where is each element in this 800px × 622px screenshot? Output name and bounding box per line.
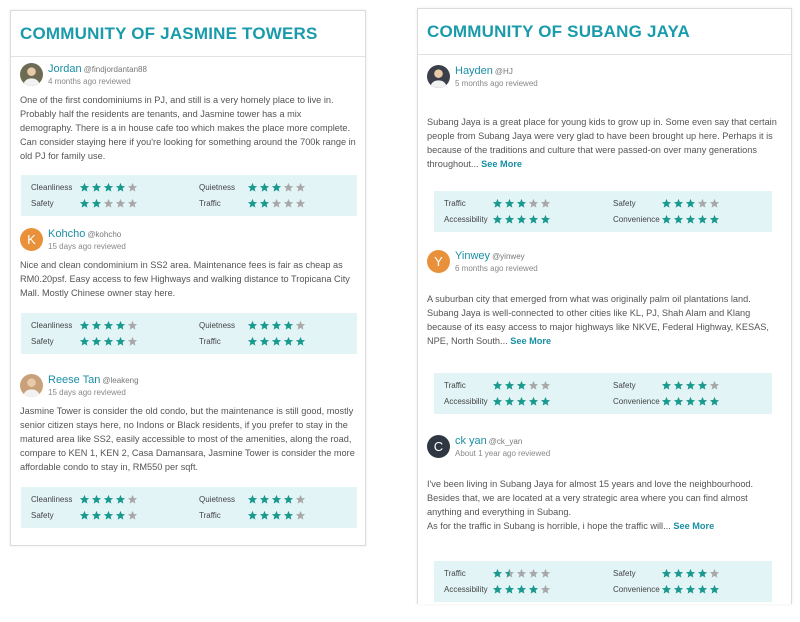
star-rating [247, 510, 306, 521]
star-full-icon [115, 336, 126, 347]
reviewer-handle: @leakeng [102, 376, 139, 385]
rating-label: Traffic [199, 511, 221, 520]
ratings-box [434, 561, 772, 602]
star-full-icon [661, 396, 672, 407]
review-time: 5 months ago reviewed [455, 79, 538, 88]
star-full-icon [259, 320, 270, 331]
panel-title: COMMUNITY OF JASMINE TOWERS [11, 11, 365, 57]
star-rating [79, 510, 138, 521]
star-full-icon [504, 396, 515, 407]
review-header [11, 63, 365, 93]
rating-traffic [434, 379, 603, 392]
rating-accessibility [434, 583, 603, 596]
rating-label: Cleanliness [31, 495, 73, 504]
star-rating [661, 214, 720, 225]
review-text [11, 93, 365, 163]
avatar[interactable] [427, 65, 450, 88]
rating-label: Accessibility [444, 585, 488, 594]
star-full-icon [685, 214, 696, 225]
star-rating [247, 336, 306, 347]
reviewer-name-label[interactable]: Yinwey [455, 250, 491, 262]
review-header [418, 65, 791, 95]
rating-label: Convenience [613, 397, 660, 406]
avatar[interactable]: K [20, 228, 43, 251]
star-full-icon [709, 396, 720, 407]
reviewer-name-label[interactable]: Reese Tan [48, 374, 101, 386]
star-full-icon [259, 510, 270, 521]
star-empty-icon [295, 494, 306, 505]
rating-safety [21, 335, 189, 348]
reviewer-handle: @ck_yan [488, 437, 523, 446]
star-full-icon [492, 380, 503, 391]
review-text [418, 280, 791, 348]
star-full-icon [540, 214, 551, 225]
review-body: Nice and clean condominium in SS2 area. Maintenance fees is fair as cheap as RM0.20psf. Easy access to few Highways and walking distance to Tropicana City Mall. Mostly Chinese owner stay here. [20, 260, 350, 298]
star-empty-icon [295, 182, 306, 193]
star-empty-icon [540, 198, 551, 209]
rating-cleanliness [21, 493, 189, 506]
star-empty-icon [528, 568, 539, 579]
user-photo-icon [427, 65, 450, 88]
reviewer-name[interactable] [455, 65, 513, 77]
rating-convenience [603, 395, 772, 408]
star-full-icon [661, 198, 672, 209]
rating-label: Traffic [444, 569, 466, 578]
reviewer-handle: @yinwey [492, 252, 525, 261]
review-text [11, 404, 365, 474]
avatar[interactable]: Y [427, 250, 450, 273]
review-body: Jasmine Tower is consider the old condo, but the maintenance is still good, mostly senior citizen stays here, no Indons or Black residents, if you prefer to stay in the matured area like SS2, easily accessible to most of the amenities, along the road, compare to KEN 1, KEN 2, Casa Damansara, Jasmine Tower is consider the more affordable condo to stay in, RM550 per sqft. [20, 406, 355, 472]
star-full-icon [528, 584, 539, 595]
reviewer-handle: @kohcho [87, 230, 122, 239]
star-full-icon [673, 380, 684, 391]
review-card [11, 63, 365, 163]
star-full-icon [528, 214, 539, 225]
review-text [418, 465, 791, 533]
review-card [11, 374, 365, 474]
star-empty-icon [283, 182, 294, 193]
rating-label: Cleanliness [31, 183, 73, 192]
star-full-icon [103, 510, 114, 521]
reviewer-name-label[interactable]: Kohcho [48, 228, 86, 240]
star-rating [79, 336, 138, 347]
review-header [11, 228, 365, 258]
rating-label: Traffic [199, 199, 221, 208]
star-full-icon [709, 584, 720, 595]
star-rating [661, 198, 720, 209]
star-full-icon [115, 182, 126, 193]
star-full-icon [685, 380, 696, 391]
rating-traffic [434, 567, 603, 580]
star-empty-icon [709, 198, 720, 209]
rating-quietness [189, 493, 357, 506]
review-card [11, 228, 365, 300]
reviewer-name-label[interactable]: ck yan [455, 435, 487, 447]
see-more-link[interactable]: See More [510, 336, 552, 346]
star-empty-icon [709, 568, 720, 579]
star-full-icon [283, 510, 294, 521]
star-rating [661, 396, 720, 407]
star-empty-icon [283, 198, 294, 209]
star-rating [492, 584, 551, 595]
star-empty-icon [127, 336, 138, 347]
star-full-icon [79, 182, 90, 193]
star-empty-icon [127, 182, 138, 193]
star-full-icon [259, 198, 270, 209]
see-more-link[interactable]: See More [673, 521, 715, 531]
review-header [11, 374, 365, 404]
rating-label: Safety [613, 569, 636, 578]
reviewer-name-label[interactable]: Jordan [48, 63, 82, 75]
star-empty-icon [697, 198, 708, 209]
rating-convenience [603, 213, 772, 226]
rating-label: Safety [613, 199, 636, 208]
star-full-icon [271, 320, 282, 331]
rating-label: Quietness [199, 321, 236, 330]
rating-label: Accessibility [444, 397, 488, 406]
star-empty-icon [295, 510, 306, 521]
star-full-icon [103, 494, 114, 505]
review-time: About 1 year ago reviewed [455, 449, 551, 458]
star-rating [79, 198, 138, 209]
reviewer-name[interactable] [455, 435, 522, 447]
star-rating [492, 380, 551, 391]
star-rating [79, 182, 138, 193]
reviewer-name[interactable] [455, 250, 525, 262]
star-rating [247, 198, 306, 209]
rating-label: Safety [31, 511, 54, 520]
star-full-icon [673, 214, 684, 225]
rating-label: Traffic [444, 381, 466, 390]
review-time: 15 days ago reviewed [48, 242, 126, 251]
star-empty-icon [540, 584, 551, 595]
star-full-icon [492, 214, 503, 225]
rating-accessibility [434, 395, 603, 408]
star-full-icon [697, 584, 708, 595]
star-rating [492, 214, 551, 225]
reviewer-name[interactable] [48, 374, 139, 386]
star-full-icon [492, 584, 503, 595]
user-photo-icon [20, 63, 43, 86]
star-full-icon [540, 396, 551, 407]
ratings-box [21, 487, 357, 528]
star-full-icon [91, 336, 102, 347]
star-full-icon [103, 336, 114, 347]
star-full-icon [673, 568, 684, 579]
star-full-icon [247, 198, 258, 209]
reviewer-handle: @HJ [494, 67, 513, 76]
star-full-icon [79, 320, 90, 331]
rating-label: Convenience [613, 215, 660, 224]
review-text [11, 258, 365, 300]
star-full-icon [247, 494, 258, 505]
star-full-icon [697, 396, 708, 407]
star-full-icon [685, 396, 696, 407]
rating-traffic [189, 197, 357, 210]
star-empty-icon [127, 510, 138, 521]
star-rating [247, 494, 306, 505]
star-full-icon [504, 380, 515, 391]
star-full-icon [247, 510, 258, 521]
star-full-icon [115, 494, 126, 505]
star-full-icon [492, 568, 503, 579]
rating-label: Accessibility [444, 215, 488, 224]
star-rating [247, 182, 306, 193]
star-empty-icon [540, 380, 551, 391]
review-time: 4 months ago reviewed [48, 77, 131, 86]
star-full-icon [283, 320, 294, 331]
star-full-icon [709, 214, 720, 225]
star-full-icon [516, 214, 527, 225]
star-full-icon [661, 214, 672, 225]
star-full-icon [271, 182, 282, 193]
star-full-icon [673, 396, 684, 407]
star-full-icon [247, 182, 258, 193]
star-rating [247, 320, 306, 331]
star-full-icon [504, 214, 515, 225]
see-more-link[interactable]: See More [481, 159, 523, 169]
ratings-box [21, 313, 357, 354]
star-full-icon [259, 182, 270, 193]
review-time: 6 months ago reviewed [455, 264, 538, 273]
rating-label: Quietness [199, 183, 236, 192]
review-card [418, 65, 791, 171]
rating-safety [21, 197, 189, 210]
rating-traffic [189, 509, 357, 522]
review-header [418, 435, 791, 465]
panel-title: COMMUNITY OF SUBANG JAYA [418, 9, 791, 55]
star-full-icon [103, 182, 114, 193]
rating-convenience [603, 583, 772, 596]
reviewer-handle: @findjordantan88 [83, 65, 147, 74]
star-full-icon [103, 320, 114, 331]
review-time: 15 days ago reviewed [48, 388, 126, 397]
star-full-icon [673, 584, 684, 595]
review-body: A suburban city that emerged from what was originally palm oil plantations land. Subang Jaya is well-connected to other cities like KL, PJ, Shah Alam and Klang because of its easy access to major highways like NKVE, Federal Highway, KESAS, NPE, North South... [427, 294, 769, 346]
review-body: I've been living in Subang Jaya for almost 15 years and love the neighbourhood. Besides that, we are located at a very strategic area where you can find almost anything and everything in Subang. As for the traffic in Subang is horrible, i hope the traffic will... [427, 479, 754, 531]
star-rating [492, 568, 551, 579]
star-full-icon [283, 494, 294, 505]
rating-label: Quietness [199, 495, 236, 504]
star-full-icon [504, 198, 515, 209]
review-card [418, 250, 791, 348]
rating-cleanliness [21, 319, 189, 332]
rating-safety [603, 197, 772, 210]
star-full-icon [685, 198, 696, 209]
star-rating [661, 380, 720, 391]
star-full-icon [247, 320, 258, 331]
star-full-icon [91, 510, 102, 521]
star-full-icon [697, 568, 708, 579]
star-full-icon [115, 320, 126, 331]
star-rating [661, 568, 720, 579]
reviewer-name[interactable] [48, 228, 121, 240]
review-header [418, 250, 791, 280]
star-empty-icon [127, 198, 138, 209]
star-empty-icon [115, 198, 126, 209]
star-full-icon [516, 584, 527, 595]
star-full-icon [685, 568, 696, 579]
rating-label: Traffic [199, 337, 221, 346]
star-empty-icon [127, 494, 138, 505]
rating-safety [21, 509, 189, 522]
star-full-icon [673, 198, 684, 209]
star-full-icon [79, 494, 90, 505]
rating-safety [603, 379, 772, 392]
star-full-icon [492, 396, 503, 407]
star-full-icon [271, 336, 282, 347]
star-empty-icon [528, 380, 539, 391]
avatar[interactable]: C [427, 435, 450, 458]
rating-quietness [189, 319, 357, 332]
star-empty-icon [540, 568, 551, 579]
star-full-icon [516, 198, 527, 209]
review-card [418, 435, 791, 533]
star-rating [492, 198, 551, 209]
star-full-icon [283, 336, 294, 347]
review-body: Subang Jaya is a great place for young kids to grow up in. Some even say that certain people from Subang Jaya were very glad to have been brought up here. Perhaps it is because of the traditions and culture that were passed-on over many generations throughout... [427, 117, 777, 169]
community-panel-subang-jaya [417, 8, 792, 604]
rating-accessibility [434, 213, 603, 226]
rating-label: Convenience [613, 585, 660, 594]
star-full-icon [697, 380, 708, 391]
star-half-icon [504, 568, 515, 579]
star-full-icon [91, 494, 102, 505]
review-body: One of the first condominiums in PJ, and still is a very homely place to live in. Probably half the residents are tenants, and Jasmine tower has a mix demography. There is a in house cafe too which makes the place more complete. Can consider staying here if you're looking for something around the 700k range in old PJ for family use. [20, 95, 356, 161]
community-panel-jasmine-towers [10, 10, 366, 546]
star-full-icon [685, 584, 696, 595]
star-full-icon [79, 510, 90, 521]
avatar[interactable] [20, 374, 43, 397]
star-empty-icon [528, 198, 539, 209]
rating-safety [603, 567, 772, 580]
star-full-icon [259, 494, 270, 505]
star-full-icon [516, 380, 527, 391]
rating-traffic [189, 335, 357, 348]
reviewer-name[interactable] [48, 63, 147, 75]
star-full-icon [504, 584, 515, 595]
star-rating [79, 494, 138, 505]
star-rating [661, 584, 720, 595]
star-full-icon [295, 336, 306, 347]
star-full-icon [91, 198, 102, 209]
ratings-box [434, 191, 772, 232]
star-full-icon [661, 584, 672, 595]
avatar[interactable] [20, 63, 43, 86]
reviewer-name-label[interactable]: Hayden [455, 65, 493, 77]
star-full-icon [91, 320, 102, 331]
rating-label: Traffic [444, 199, 466, 208]
star-full-icon [271, 494, 282, 505]
star-full-icon [79, 198, 90, 209]
ratings-box [434, 373, 772, 414]
star-empty-icon [516, 568, 527, 579]
star-empty-icon [103, 198, 114, 209]
star-full-icon [492, 198, 503, 209]
star-full-icon [259, 336, 270, 347]
star-empty-icon [709, 380, 720, 391]
rating-label: Safety [613, 381, 636, 390]
star-full-icon [79, 336, 90, 347]
star-full-icon [697, 214, 708, 225]
star-empty-icon [295, 198, 306, 209]
rating-quietness [189, 181, 357, 194]
star-full-icon [115, 510, 126, 521]
star-empty-icon [271, 198, 282, 209]
rating-traffic [434, 197, 603, 210]
rating-cleanliness [21, 181, 189, 194]
review-text [418, 95, 791, 171]
rating-label: Safety [31, 199, 54, 208]
star-full-icon [661, 568, 672, 579]
ratings-box [21, 175, 357, 216]
star-full-icon [271, 510, 282, 521]
star-full-icon [661, 380, 672, 391]
star-full-icon [91, 182, 102, 193]
star-rating [492, 396, 551, 407]
rating-label: Safety [31, 337, 54, 346]
star-rating [79, 320, 138, 331]
star-empty-icon [127, 320, 138, 331]
rating-label: Cleanliness [31, 321, 73, 330]
star-empty-icon [295, 320, 306, 331]
star-full-icon [528, 396, 539, 407]
user-photo-icon [20, 374, 43, 397]
star-full-icon [516, 396, 527, 407]
star-full-icon [247, 336, 258, 347]
